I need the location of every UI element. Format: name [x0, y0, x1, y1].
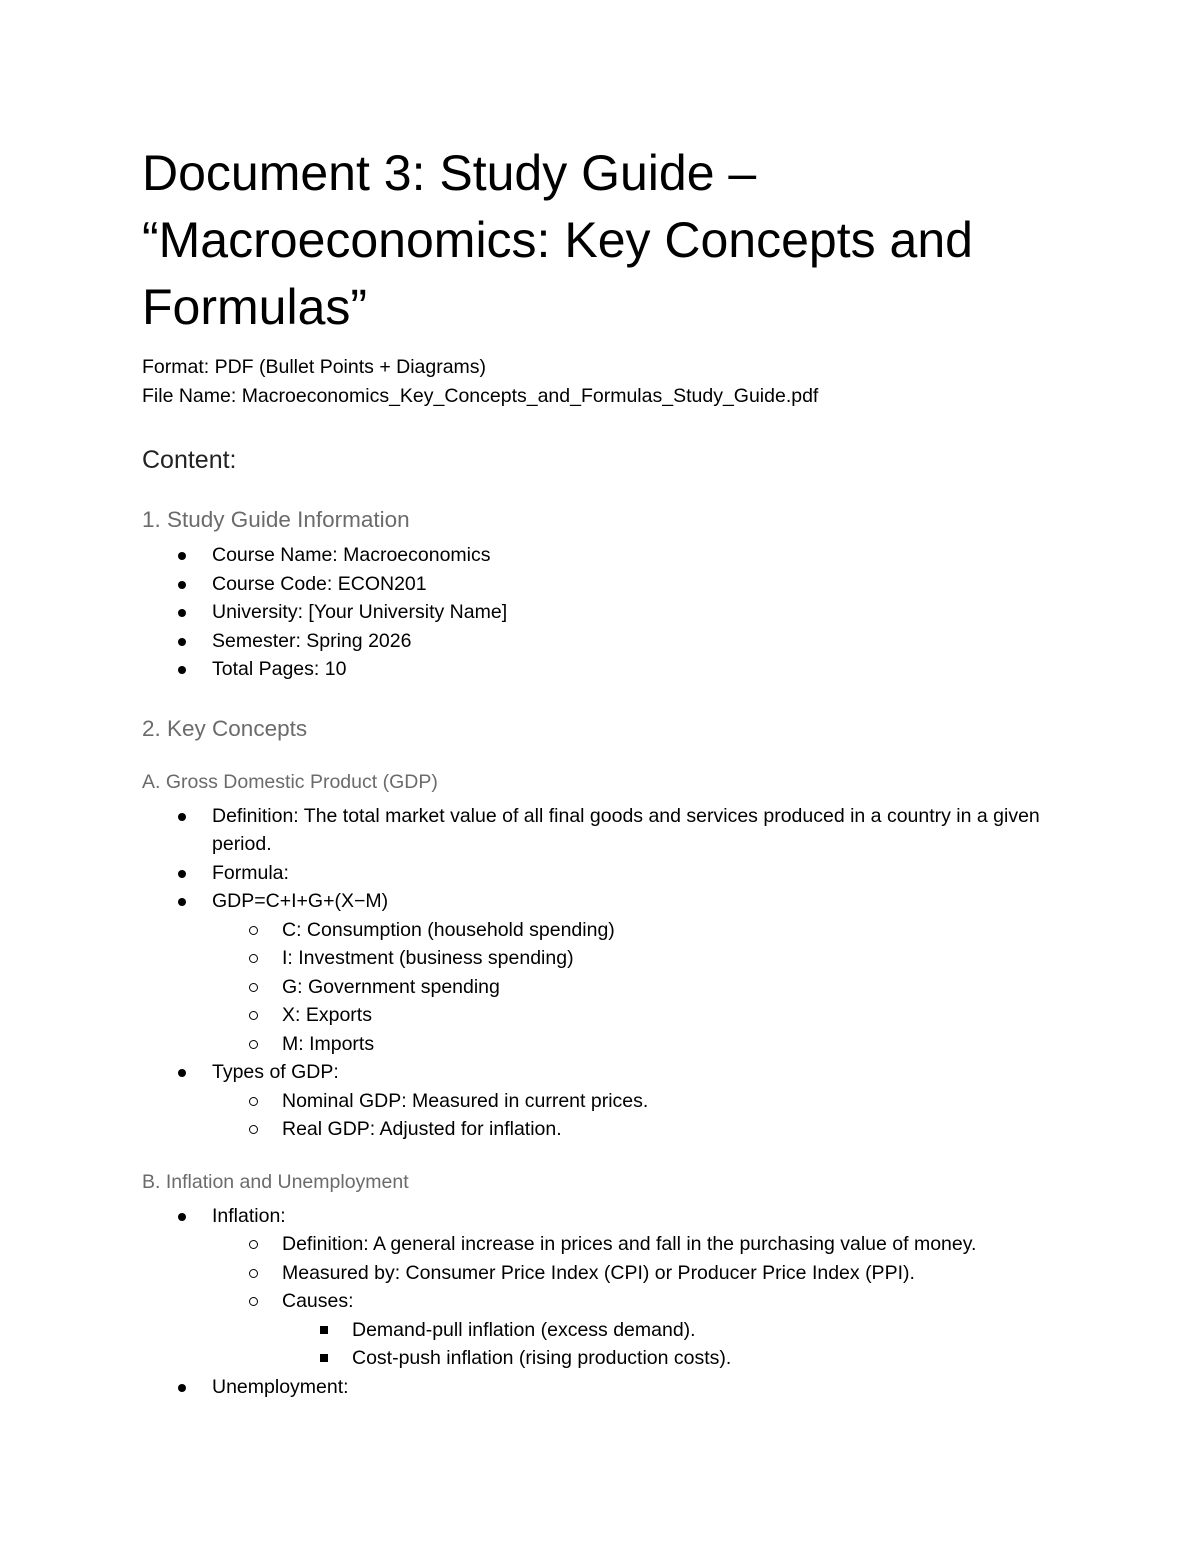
bullet-icon — [178, 898, 186, 906]
section-heading-key-concepts: 2. Key Concepts — [142, 715, 308, 741]
square-bullet-icon — [320, 1326, 328, 1334]
inflation-details-list — [212, 1230, 1062, 1373]
list-item: G: Government spending — [212, 973, 1062, 1002]
hollow-bullet-icon — [249, 1269, 258, 1278]
subsection-heading-gdp: A. Gross Domestic Product (GDP) — [142, 770, 438, 793]
bullet-icon — [178, 666, 186, 674]
document-meta — [142, 353, 1062, 411]
list-item-types-of-gdp: Types of GDP: Nominal GDP: Measured in current prices. Real GDP: Adjusted for inflation. — [142, 1058, 1062, 1144]
list-item: Measured by: Consumer Price Index (CPI) or Producer Price Index (PPI). — [212, 1259, 1062, 1288]
hollow-bullet-icon — [249, 1097, 258, 1106]
format-line: Format: PDF (Bullet Points + Diagrams) — [142, 356, 487, 378]
list-item: C: Consumption (household spending) — [212, 916, 1062, 945]
subsection-heading-inflation-unemployment: B. Inflation and Unemployment — [142, 1170, 409, 1193]
content-heading: Content: — [142, 446, 237, 474]
hollow-bullet-icon — [249, 1040, 258, 1049]
list-item: M: Imports — [212, 1030, 1062, 1059]
list-item: Nominal GDP: Measured in current prices. — [212, 1087, 1062, 1116]
list-item: Definition: A general increase in prices and fall in the purchasing value of money. — [212, 1230, 1062, 1259]
list-item: Cost-push inflation (rising production costs). — [282, 1344, 1062, 1373]
bullet-icon — [178, 552, 186, 560]
list-item-inflation: Inflation: Definition: A general increase in prices and fall in the purchasing value of money. Measured by: Consumer Price Index (CPI) or Producer Price Index (PPI). Causes: Demand-pull inflation (excess demand). Cost-push inflation (rising production costs). — [142, 1202, 1062, 1373]
bullet-icon — [178, 581, 186, 589]
list-item: I: Investment (business spending) — [212, 944, 1062, 973]
bullet-icon — [178, 1384, 186, 1392]
list-item: Course Name: Macroeconomics — [142, 541, 1062, 570]
list-item-formula-label: Formula: — [142, 859, 1062, 888]
list-item-unemployment: Unemployment: — [142, 1373, 1062, 1402]
list-item-gdp-formula: GDP=C+I+G+(X−M) C: Consumption (household spending) I: Investment (business spending) G: Government spending X: Exports M: Imports — [142, 887, 1062, 1058]
bullet-icon — [178, 870, 186, 878]
gdp-list — [142, 802, 1062, 1144]
list-item: Total Pages: 10 — [142, 655, 1062, 684]
formula-terms-list — [212, 916, 1062, 1059]
inflation-causes-list — [282, 1316, 1062, 1373]
square-bullet-icon — [320, 1354, 328, 1362]
hollow-bullet-icon — [249, 1240, 258, 1249]
list-item: Real GDP: Adjusted for inflation. — [212, 1115, 1062, 1144]
list-item: Demand-pull inflation (excess demand). — [282, 1316, 1062, 1345]
hollow-bullet-icon — [249, 983, 258, 992]
inflation-unemployment-list — [142, 1202, 1062, 1402]
list-item-gdp-definition: Definition: The total market value of all final goods and services produced in a country in a given period. — [142, 802, 1072, 859]
hollow-bullet-icon — [249, 954, 258, 963]
bullet-icon — [178, 1069, 186, 1077]
hollow-bullet-icon — [249, 926, 258, 935]
document-page — [142, 140, 1062, 1401]
hollow-bullet-icon — [249, 1297, 258, 1306]
hollow-bullet-icon — [249, 1011, 258, 1020]
bullet-icon — [178, 609, 186, 617]
document-title: Document 3: Study Guide – “Macroeconomics: Key Concepts and Formulas” — [142, 145, 973, 335]
study-guide-info-list — [142, 541, 1062, 684]
list-item: Semester: Spring 2026 — [142, 627, 1062, 656]
hollow-bullet-icon — [249, 1125, 258, 1134]
list-item: X: Exports — [212, 1001, 1062, 1030]
bullet-icon — [178, 638, 186, 646]
bullet-icon — [178, 813, 186, 821]
bullet-icon — [178, 1213, 186, 1221]
file-name-line: File Name: Macroeconomics_Key_Concepts_and_Formulas_Study_Guide.pdf — [142, 385, 819, 407]
section-heading-study-guide-info: 1. Study Guide Information — [142, 507, 410, 532]
list-item: University: [Your University Name] — [142, 598, 1062, 627]
gdp-types-list — [212, 1087, 1062, 1144]
list-item: Course Code: ECON201 — [142, 570, 1062, 599]
list-item: Causes: Demand-pull inflation (excess demand). Cost-push inflation (rising production costs). — [212, 1287, 1062, 1373]
